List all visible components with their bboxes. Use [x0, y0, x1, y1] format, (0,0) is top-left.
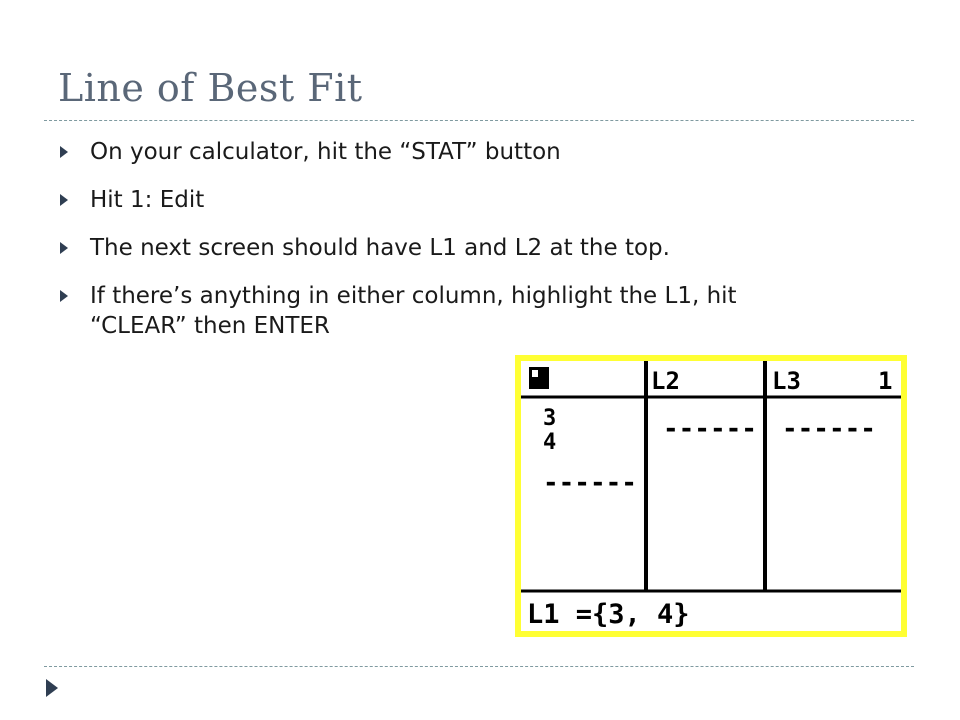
- calculator-status-line: L1 ={3, 4}: [527, 599, 690, 630]
- l3-empty-dashes: ------: [782, 414, 876, 444]
- calculator-display: [521, 361, 901, 631]
- column-index: 1: [878, 367, 893, 395]
- bullet-arrow-icon: [60, 146, 68, 158]
- bullet-item: [58, 185, 898, 215]
- footer-divider: [44, 666, 914, 667]
- l1-header-cursor-icon: [529, 367, 549, 389]
- bullet-arrow-icon: [60, 242, 68, 254]
- bullet-text: On your calculator, hit the “STAT” button: [90, 139, 561, 165]
- l1-value: 4: [543, 430, 557, 455]
- bullet-text: The next screen should have L1 and L2 at the top.: [90, 235, 670, 261]
- l2-empty-dashes: ------: [663, 414, 757, 444]
- bullet-item: [58, 233, 898, 263]
- l1-value: 3: [543, 406, 557, 431]
- column-header-l3: L3: [772, 367, 801, 395]
- calculator-list-editor: [521, 361, 901, 631]
- l1-empty-dashes: ------: [543, 468, 637, 498]
- slide-title: Line of Best Fit: [58, 66, 363, 110]
- bullet-item: [58, 137, 898, 167]
- bullet-item: [58, 281, 898, 341]
- bullet-arrow-icon: [60, 290, 68, 302]
- bullet-text: If there’s anything in either column, highlight the L1, hit “CLEAR” then ENTER: [90, 283, 737, 339]
- bullet-list: [58, 137, 898, 359]
- bullet-text: Hit 1: Edit: [90, 187, 205, 213]
- footer-arrow-icon: [46, 679, 58, 697]
- title-divider: [44, 120, 914, 121]
- calculator-screenshot: [515, 355, 907, 637]
- bullet-arrow-icon: [60, 194, 68, 206]
- column-header-l2: L2: [651, 367, 680, 395]
